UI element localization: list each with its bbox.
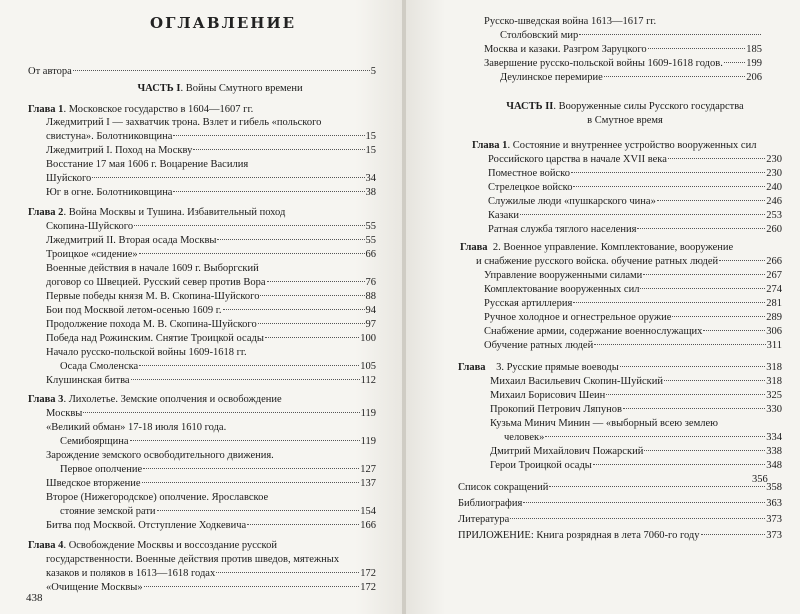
toc-entry: Комплектование вооруженных сил 274: [484, 284, 782, 295]
toc-entry: Продолжение похода М. В. Скопина-Шуйского 97: [46, 319, 376, 330]
toc-entry: Первые победы князя М. В. Скопина-Шуйского 88: [46, 291, 376, 302]
toc-entry: ПРИЛОЖЕНИЕ: Книга розрядная в лета 7060-го году 373: [458, 530, 782, 541]
chapter-subline: государственности. Военные действия против шведов, мятежных: [46, 554, 340, 565]
toc-entry: Прокопий Петрович Ляпунов 330: [490, 404, 782, 415]
toc-entry: «Очищение Москвы» 172: [46, 582, 376, 593]
toc-entry: Стрелецкое войско 240: [488, 182, 782, 193]
toc-entry: Русская артиллерия 281: [484, 298, 782, 309]
toc-entry: Кузьма Минич Минин — «выборный всею землею: [490, 418, 718, 429]
page-number: 438: [26, 592, 43, 604]
toc-entry: стояние земской рати 154: [60, 506, 376, 517]
toc-entry: Победа над Рожинским. Снятие Троицкой осады 100: [46, 333, 376, 344]
chapter-heading: Глава 3. Лихолетье. Земские ополчения и освобождение: [28, 394, 282, 405]
chapter-heading: Глава 2. Военное управление. Комплектование, вооружение: [460, 242, 734, 253]
toc-entry: Деулинское перемирие 206: [500, 72, 762, 83]
toc-entry: Первое ополчение 127: [60, 464, 376, 475]
toc-entry: Русско-шведская война 1613—1617 гг.: [484, 16, 657, 27]
toc-entry: Клушинская битва 112: [46, 375, 376, 386]
toc-entry: Бои под Москвой летом-осенью 1609 г. 94: [46, 305, 376, 316]
toc-entry: Битва под Москвой. Отступление Ходкевича 166: [46, 520, 376, 531]
toc-entry: Список сокращений 358: [458, 482, 782, 493]
toc-entry: Лжедмитрий I. Поход на Москву 15: [46, 145, 376, 156]
toc-entry: Осада Смоленска 105: [60, 361, 376, 372]
toc-entry: Москва и казаки. Разгром Заруцкого 185: [484, 44, 762, 55]
toc-entry: Дмитрий Михайлович Пожарский 338: [490, 446, 782, 457]
toc-entry: Герои Троицкой осады 348: [490, 460, 782, 471]
toc-entry: Завершение русско-польской войны 1609-1618 годов. 199: [484, 58, 762, 69]
toc-entry: Ручное холодное и огнестрельное оружие 289: [484, 312, 782, 323]
chapter-subline: Лжедмитрий I — захватчик трона. Взлет и гибель «польского: [46, 117, 322, 128]
toc-entry: свистуна». Болотниковщина 15: [46, 131, 376, 142]
toc-entry: Служилые люди «пушкарского чина» 246: [488, 196, 782, 207]
toc-entry: Казаки 253: [488, 210, 782, 221]
toc-entry: Михаил Васильевич Скопин-Шуйский 318: [490, 376, 782, 387]
toc-entry: Москвы 119: [46, 408, 376, 419]
toc-entry: Восстание 17 мая 1606 г. Воцарение Василия: [46, 159, 249, 170]
toc-entry: Библиография 363: [458, 498, 782, 509]
toc-entry: Литература 373: [458, 514, 782, 525]
toc-entry: Михаил Борисович Шеин 325: [490, 390, 782, 401]
toc-entry: человек» 334: [504, 432, 782, 443]
toc-entry: Зарождение земского освободительного движения.: [46, 450, 274, 461]
toc-entry: «Великий обман» 17-18 июля 1610 года.: [46, 422, 227, 433]
toc-entry: Шуйского 34: [46, 173, 376, 184]
toc-entry: договор со Швецией. Русский север против Вора 76: [46, 277, 376, 288]
toc-entry: Лжедмитрий II. Вторая осада Москвы 55: [46, 235, 376, 246]
chapter-heading: Глава 1. Московское государство в 1604—1607 гг.: [28, 104, 254, 115]
toc-entry: Шведское вторжение 137: [46, 478, 376, 489]
part-heading: ЧАСТЬ II. Вооруженные силы Русского государства: [506, 101, 744, 112]
part-heading-line2: в Смутное время: [587, 115, 663, 126]
toc-entry: Юг в огне. Болотниковщина 38: [46, 187, 376, 198]
toc-entry: Семибоярщина 119: [60, 436, 376, 447]
part-heading: ЧАСТЬ I. Войны Смутного времени: [137, 83, 303, 94]
toc-entry: Столбовский мир: [500, 30, 762, 42]
chapter-heading: Глава 3. Русские прямые воеводы 318: [458, 362, 782, 373]
toc-entry: и снабжение русского войска. обучение ратных людей 266: [476, 256, 782, 267]
toc-entry: Снабжение армии, содержание военнослужащих 306: [484, 326, 782, 337]
page-ref: 356: [752, 474, 768, 485]
toc-entry: Поместное войско 230: [488, 168, 782, 179]
toc-entry: казаков и поляков в 1613—1618 годах 172: [46, 568, 376, 579]
chapter-heading: Глава 2. Война Москвы и Тушина. Избавительный поход: [28, 207, 286, 218]
toc-entry: Троицкое «сидение» 66: [46, 249, 376, 260]
toc-entry: Ратная служба тяглого населения 260: [488, 224, 782, 235]
toc-entry: Второе (Нижегородское) ополчение. Ярославское: [46, 492, 269, 503]
toc-entry: Российского царства в начале XVII века 230: [488, 154, 782, 165]
toc-entry: Управление вооруженными силами 267: [484, 270, 782, 281]
toc-entry: Обучение ратных людей 311: [484, 340, 782, 351]
toc-entry: Скопина-Шуйского 55: [46, 221, 376, 232]
toc-title: ОГЛАВЛЕНИЕ: [150, 14, 297, 32]
toc-entry: От автора 5: [28, 66, 376, 77]
chapter-heading: Глава 4. Освобождение Москвы и воссоздание русской: [28, 540, 277, 551]
right-page: [406, 0, 800, 614]
toc-entry: Начало русско-польской войны 1609-1618 гг.: [46, 347, 247, 358]
toc-entry: Военные действия в начале 1609 г. Выборгский: [46, 263, 259, 274]
chapter-heading: Глава 1. Состояние и внутреннее устройство вооруженных сил: [472, 140, 757, 151]
